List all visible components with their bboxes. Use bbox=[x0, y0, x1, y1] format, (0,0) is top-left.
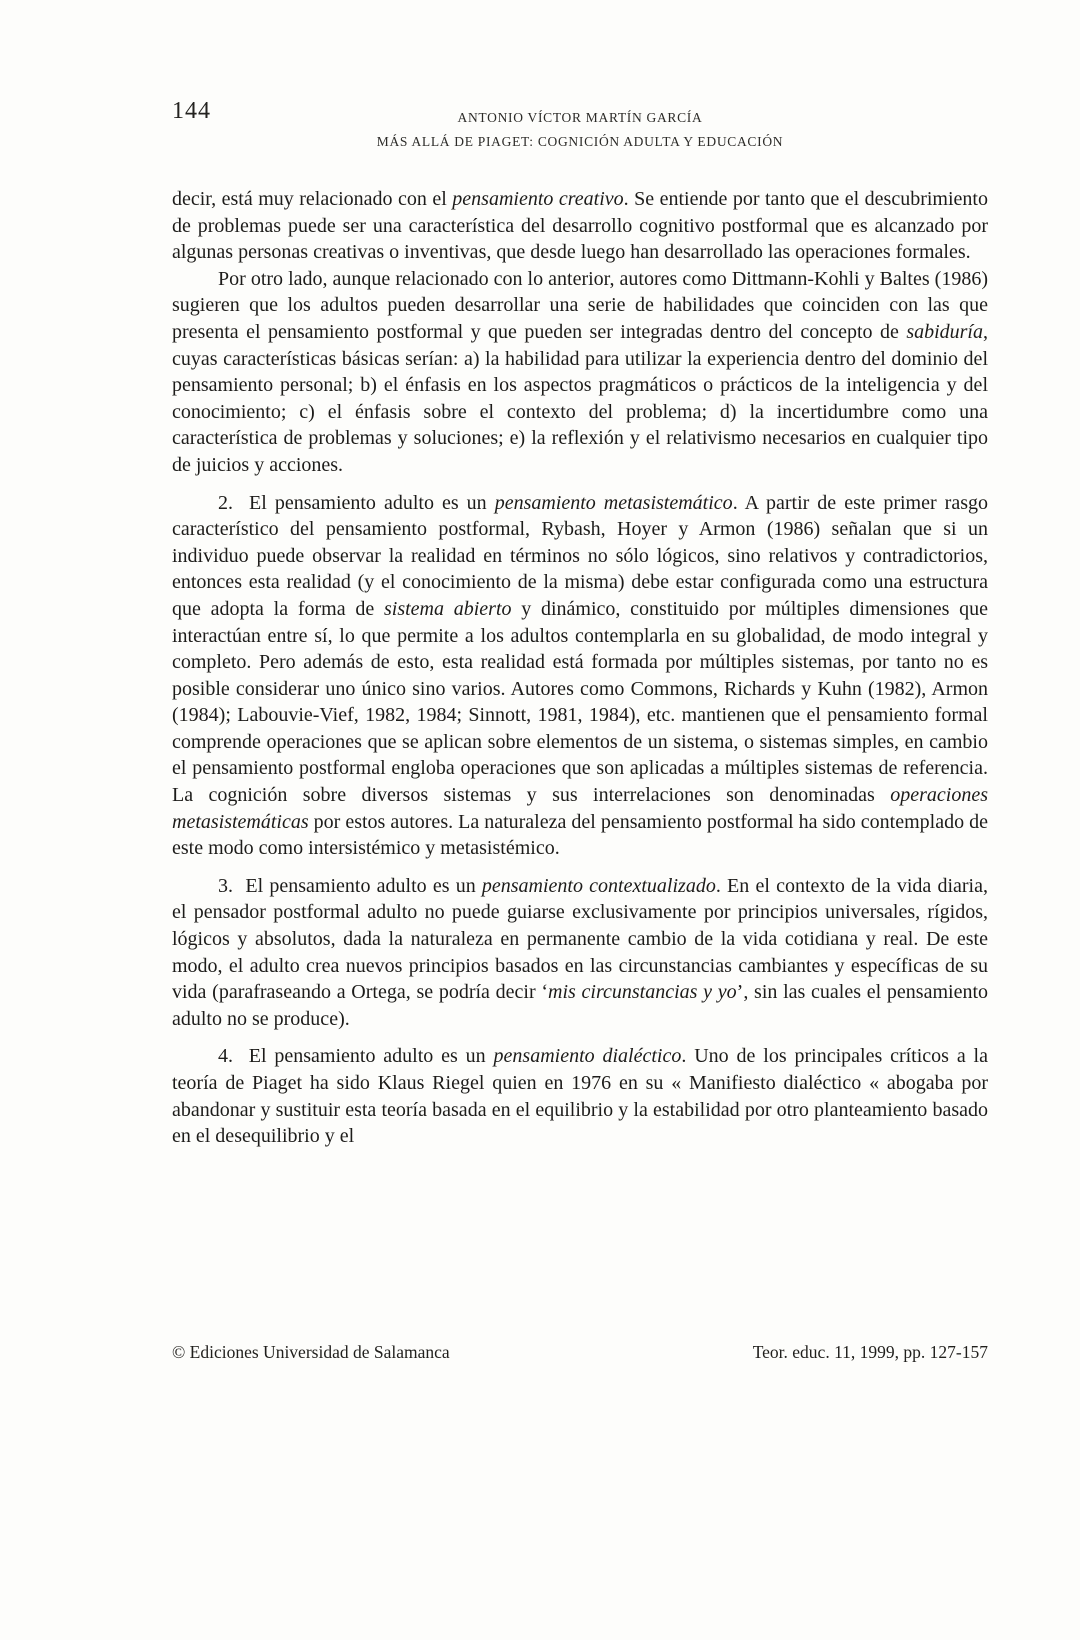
page-footer bbox=[172, 1342, 988, 1363]
text-segment-italic: pensamiento dialéctico bbox=[493, 1045, 682, 1068]
text-segment: 4. El pensamiento adulto es un bbox=[218, 1045, 494, 1068]
running-head bbox=[172, 106, 988, 154]
running-head-author: ANTONIO VÍCTOR MARTÍN GARCÍA bbox=[457, 110, 703, 125]
text-segment: ’, sin las cuales el pensamiento adulto no se produce). bbox=[172, 981, 988, 1030]
text-segment: Por otro lado, aunque relacionado con lo anterior, autores como Dittmann-Kohli y Baltes (1986) sugieren que los adultos pueden desarrollar una serie de habilidades que coinciden con las que presenta el pensamiento postformal y que pueden ser integradas dentro del concepto de bbox=[172, 267, 988, 343]
text-segment: , cuyas características básicas serían: a) la habilidad para utilizar la experiencia dentro del dominio del pensamiento personal; b) el énfasis en los aspectos pragmáticos o prácticos de la inteligencia y del conocimiento; c) el énfasis sobre el contexto del problema; d) la incertidumbre como una característica de problemas y soluciones; e) la reflexión y el relativismo necesarios en cualquier tipo de juicios y acciones. bbox=[172, 320, 988, 476]
paragraph bbox=[172, 1043, 988, 1149]
footer-citation: Teor. educ. 11, 1999, pp. 127-157 bbox=[752, 1342, 988, 1362]
text-segment-italic: pensamiento contextualizado bbox=[481, 874, 716, 897]
paragraph bbox=[172, 490, 988, 862]
text-segment-italic: sabiduría bbox=[906, 320, 983, 343]
page-number: 144 bbox=[172, 98, 211, 124]
text-segment: . Se entiende por tanto que el descubrimiento de problemas puede ser una característica del desarrollo cognitivo postformal que es alcanzado por algunas personas creativas o inventivas, que desde luego han desarrollado las operaciones formales. bbox=[172, 188, 988, 264]
text-segment: por estos autores. La naturaleza del pensamiento postformal ha sido contemplado de este modo como intersistémico y metasistémico. bbox=[172, 810, 988, 860]
paragraph bbox=[172, 266, 988, 479]
paragraph bbox=[172, 186, 988, 266]
article-body bbox=[172, 186, 988, 1150]
paragraph bbox=[172, 873, 988, 1033]
footer-publisher: © Ediciones Universidad de Salamanca bbox=[172, 1342, 450, 1362]
text-segment: 3. El pensamiento adulto es un bbox=[218, 874, 482, 897]
text-segment-italic: pensamiento metasistemático bbox=[494, 491, 733, 514]
running-head-title: MÁS ALLÁ DE PIAGET: COGNICIÓN ADULTA Y EDUCACIÓN bbox=[376, 134, 784, 149]
text-segment: . Uno de los principales críticos a la teoría de Piaget ha sido Klaus Riegel quien en 1976 en su « Manifiesto dialéctico « abogaba por abandonar y sustituir esta teoría basada en el equilibrio y la estabilidad por otro planteamiento basado en el desequilibrio y el bbox=[172, 1045, 988, 1148]
text-segment: 2. El pensamiento adulto es un bbox=[218, 491, 495, 514]
text-segment: decir, está muy relacionado con el bbox=[172, 188, 453, 210]
text-segment: y dinámico, constituido por múltiples dimensiones que interactúan entre sí, lo que permite a los adultos contemplarla en su globalidad, de modo integral y completo. Pero además de esto, esta realidad está formada por múltiples sistemas, por tanto no es posible considerar uno único sino varios. Autores como Commons, Richards y Kuhn (1982), Armon (1984); Labouvie-Vief, 1982, 1984; Sinnott, 1981, 1984), etc. mantienen que el pensamiento formal comprende operaciones que se aplican sobre elementos de un sistema, o sistemas simples, en cambio el pensamiento postformal engloba operaciones que son aplicadas a múltiples sistemas de referencia. La cognición sobre diversos sistemas y sus interrelaciones son denominadas bbox=[172, 597, 989, 807]
text-segment-italic: operaciones metasistemáticas bbox=[172, 784, 988, 833]
text-segment-italic: pensamiento creativo bbox=[452, 188, 624, 210]
text-segment: . En el contexto de la vida diaria, el pensador postformal adulto no puede guiarse exclusivamente por principios universales, rígidos, lógicos y absolutos, dada la naturaleza en permanente cambio de la vida cotidiana y real. De este modo, el adulto crea nuevos principios basados en las circunstancias cambiantes y específicas de su vida (parafraseando a Ortega, se podría decir ‘ bbox=[172, 874, 988, 1004]
text-segment-italic: sistema abierto bbox=[383, 597, 512, 620]
text-segment: . A partir de este primer rasgo característico del pensamiento postformal, Rybash, Hoyer y Armon (1986) señalan que si un individuo puede observar la realidad en términos no sólo lógicos, sino relativos y contradictorios, entonces esta realidad (y el conocimiento de la misma) debe estar configurada como una estructura que adopta la forma de bbox=[172, 491, 988, 620]
text-segment-italic: mis circunstancias y yo bbox=[548, 981, 737, 1004]
